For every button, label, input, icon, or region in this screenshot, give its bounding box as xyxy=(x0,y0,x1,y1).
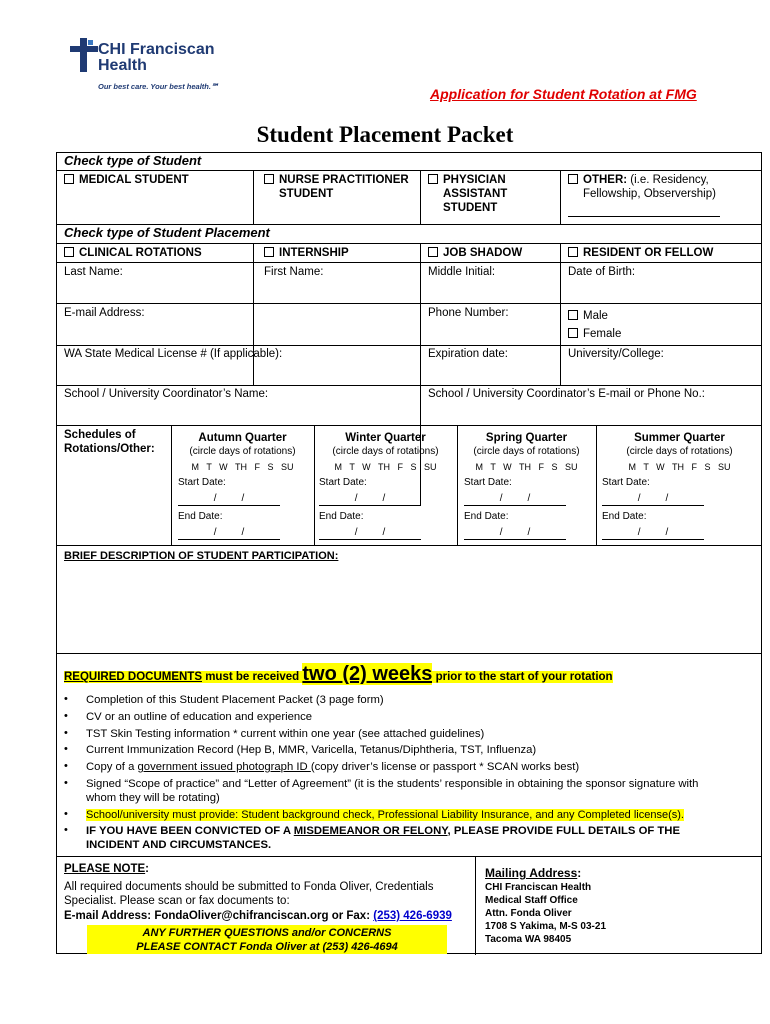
other-option[interactable]: OTHER: (i.e. Residency, Fellowship, Observership) xyxy=(568,173,716,201)
list-item: CV or an outline of education and experience xyxy=(86,711,313,723)
days-of-week[interactable]: M T W TH F S SU xyxy=(334,462,437,472)
document-title: Student Placement Packet xyxy=(256,122,514,147)
days-of-week[interactable]: M T W TH F S SU xyxy=(191,462,294,472)
note-body: All required documents should be submitted to Fonda Oliver, Credentials Specialist. Please scan or fax documents to: xyxy=(64,881,434,907)
end-date-field[interactable]: / / xyxy=(178,527,280,540)
male-option[interactable]: Male xyxy=(568,309,608,323)
start-date-field[interactable]: / / xyxy=(319,493,421,506)
contact-line: E-mail Address: FondaOliver@chifranciscan.org or Fax: (253) 426-6939 xyxy=(64,910,452,922)
application-title: Application for Student Rotation at FMG xyxy=(430,86,697,102)
end-date-label: End Date: xyxy=(319,511,364,522)
clinical-rotations-option[interactable]: CLINICAL ROTATIONS xyxy=(64,246,202,260)
start-date-field[interactable]: / / xyxy=(602,493,704,506)
days-of-week[interactable]: M T W TH F S SU xyxy=(475,462,578,472)
start-date-label: Start Date: xyxy=(319,477,367,488)
mailing-address: CHI Franciscan Health Medical Staff Office Attn. Fonda Oliver 1708 S Yakima, M-S 03-21 Tacoma WA 98405 xyxy=(485,882,607,945)
nurse-practitioner-option[interactable]: NURSE PRACTITIONER STUDENT xyxy=(264,173,409,201)
questions-box: ANY FURTHER QUESTIONS and/or CONCERNS PLEASE CONTACT Fonda Oliver at (253) 426-4694 xyxy=(87,925,447,954)
please-note-heading: PLEASE NOTE: xyxy=(64,863,149,875)
start-date-label: Start Date: xyxy=(464,477,512,488)
required-documents-line: REQUIRED DOCUMENTS must be received two (2) weeks prior to the start of your rotation xyxy=(64,663,613,685)
list-item: Copy of a government issued photograph ID (copy driver’s license or passport * SCAN works best) xyxy=(86,761,580,773)
placement-form: Check type of Student MEDICAL STUDENT NURSE PRACTITIONER STUDENT PHYSICIAN ASSISTANT STUDENT OTHER: (i.e. Residency, Fellowship, Observership) Check type of Student Placement CLINICAL ROTATIONS INTERNSHIP JOB SHADOW RESIDENT OR FELLOW Last Name: First Name: Middle Initial: Date of Birth: E-mail Address: Phone Number: Male Female WA State Medical License # (If applicable): Expiration date: University/College: School / University Coordinator’s Name: School / University Coordinator’s E-mail or Phone No.: Schedules of Rotations/Other: Autumn Quarter (circle days of rotations) M T W TH F S SU Start Date: / / End Date: / / Winter Quarter (circle days of rotations) M T W TH F S SU Start Date: / / End Date: / / Spring Quarter (circle days of rotations) M T W TH F S SU Start Date: / / End Date: / / Summer Quarter (circle days of rotations) M T W TH F S SU Start Date: / / End Date: / / BRIEF DESCRIPTION OF STUDENT PARTICIPATION: REQUIRED DOCUMENTS must be received two (2) weeks prior to the start of your rotation • Completion of this Student Placement Packet (3 page form) • CV or an outline of education and experience • TST Skin Testing information * current within one year (see attached guidelines) • Current Immunization Record (Hep B, MMR, Varicella, Tetanus/Diphtheria, TST, Influenza) • Copy of a government issued photograph ID (copy driver’s license or passport * SCAN works best) • Signed “Scope of practice” and “Letter of Agreement” (it is the students’ responsible in obtaining the sponsor signature with whom they will be rotating) • School/university must provide: Student background check, Professional Liability Insurance, and any Completed license(s). • IF YOU HAVE BEEN CONVICTED OF A MISDEMEANOR OR FELONY, PLEASE PROVIDE FULL DETAILS OF THE INCIDENT AND CIRCUMSTANCES. PLEASE NOTE: All required documents should be submitted to Fonda Oliver, Credentials Specialist. Please scan or fax documents to: E-mail Address: FondaOliver@chifranciscan.org or Fax: (253) 426-6939 ANY FURTHER QUESTIONS and/or CONCERNS PLEASE CONTACT Fonda Oliver at (253) 426-4694 Mailing Address: CHI Franciscan Health Medical Staff Office Attn. Fonda Oliver 1708 S Yakima, M-S 03-21 Tacoma WA 98405 xyxy=(56,152,762,954)
fax-number-link[interactable]: (253) 426-6939 xyxy=(373,910,452,922)
first-name-field[interactable]: First Name: xyxy=(264,266,324,278)
license-field[interactable]: WA State Medical License # (If applicable): xyxy=(64,348,283,360)
start-date-field[interactable]: / / xyxy=(464,493,566,506)
list-item: School/university must provide: Student background check, Professional Liability Insurance, and any Completed license(s). xyxy=(86,809,684,821)
end-date-label: End Date: xyxy=(464,511,509,522)
expiration-field[interactable]: Expiration date: xyxy=(428,348,508,360)
checkbox[interactable] xyxy=(428,174,438,184)
female-option[interactable]: Female xyxy=(568,327,621,341)
circle-note: (circle days of rotations) xyxy=(626,446,733,457)
placement-type-heading: Check type of Student Placement xyxy=(64,225,270,240)
phone-field[interactable]: Phone Number: xyxy=(428,307,509,319)
checkbox[interactable] xyxy=(568,328,578,338)
quarter-title: Autumn Quarter xyxy=(198,432,287,444)
mailing-heading: Mailing Address: xyxy=(485,866,582,880)
end-date-label: End Date: xyxy=(178,511,223,522)
quarter-column xyxy=(171,425,314,545)
coordinator-contact-field[interactable]: School / University Coordinator’s E-mail or Phone No.: xyxy=(428,388,705,400)
checkbox[interactable] xyxy=(568,174,578,184)
list-item: Current Immunization Record (Hep B, MMR, Varicella, Tetanus/Diphtheria, TST, Influenza) xyxy=(86,744,537,756)
job-shadow-option[interactable]: JOB SHADOW xyxy=(428,246,522,260)
logo-name: CHI Franciscan Health xyxy=(98,41,215,74)
end-date-field[interactable]: / / xyxy=(319,527,421,540)
circle-note: (circle days of rotations) xyxy=(332,446,439,457)
list-item: Signed “Scope of practice” and “Letter of Agreement” (it is the students’ responsible in obtaining the sponsor signature with whom they will be rotating) xyxy=(86,778,699,804)
physician-assistant-option[interactable]: PHYSICIAN ASSISTANT STUDENT xyxy=(428,173,507,215)
checkbox[interactable] xyxy=(428,247,438,257)
list-item: Completion of this Student Placement Packet (3 page form) xyxy=(86,694,384,706)
checkbox[interactable] xyxy=(568,310,578,320)
middle-initial-field[interactable]: Middle Initial: xyxy=(428,266,496,278)
start-date-field[interactable]: / / xyxy=(178,493,280,506)
last-name-field[interactable]: Last Name: xyxy=(64,266,123,278)
checkbox[interactable] xyxy=(264,174,274,184)
resident-fellow-option[interactable]: RESIDENT OR FELLOW xyxy=(568,246,713,260)
student-type-heading: Check type of Student xyxy=(64,153,202,168)
quarter-column xyxy=(457,425,596,545)
circle-note: (circle days of rotations) xyxy=(189,446,296,457)
logo-tagline: Our best care. Your best health.℠ xyxy=(98,82,219,91)
list-item: TST Skin Testing information * current within one year (see attached guidelines) xyxy=(86,728,485,740)
quarter-title: Winter Quarter xyxy=(345,432,426,444)
description-heading: BRIEF DESCRIPTION OF STUDENT PARTICIPATION: xyxy=(64,550,339,562)
checkbox[interactable] xyxy=(264,247,274,257)
date-of-birth-field[interactable]: Date of Birth: xyxy=(568,266,636,278)
end-date-field[interactable]: / / xyxy=(602,527,704,540)
end-date-field[interactable]: / / xyxy=(464,527,566,540)
end-date-label: End Date: xyxy=(602,511,647,522)
checkbox[interactable] xyxy=(568,247,578,257)
coordinator-name-field[interactable]: School / University Coordinator’s Name: xyxy=(64,388,269,400)
logo-cross-icon xyxy=(70,38,100,74)
start-date-label: Start Date: xyxy=(178,477,226,488)
days-of-week[interactable]: M T W TH F S SU xyxy=(628,462,731,472)
circle-note: (circle days of rotations) xyxy=(473,446,580,457)
internship-option[interactable]: INTERNSHIP xyxy=(264,246,349,260)
checkbox[interactable] xyxy=(64,174,74,184)
checkbox[interactable] xyxy=(64,247,74,257)
quarter-title: Spring Quarter xyxy=(485,432,568,444)
quarter-title: Summer Quarter xyxy=(634,432,725,444)
other-blank[interactable] xyxy=(568,216,720,217)
schedules-label: Schedules of Rotations/Other: xyxy=(64,429,155,455)
email-field[interactable]: E-mail Address: xyxy=(64,307,145,319)
quarter-column xyxy=(596,425,763,545)
quarter-column xyxy=(314,425,457,545)
university-field[interactable]: University/College: xyxy=(568,348,664,360)
list-item: IF YOU HAVE BEEN CONVICTED OF A MISDEMEANOR OR FELONY, PLEASE PROVIDE FULL DETAILS OF THE INCIDENT AND CIRCUMSTANCES. xyxy=(86,825,680,851)
medical-student-option[interactable]: MEDICAL STUDENT xyxy=(64,173,189,187)
start-date-label: Start Date: xyxy=(602,477,650,488)
